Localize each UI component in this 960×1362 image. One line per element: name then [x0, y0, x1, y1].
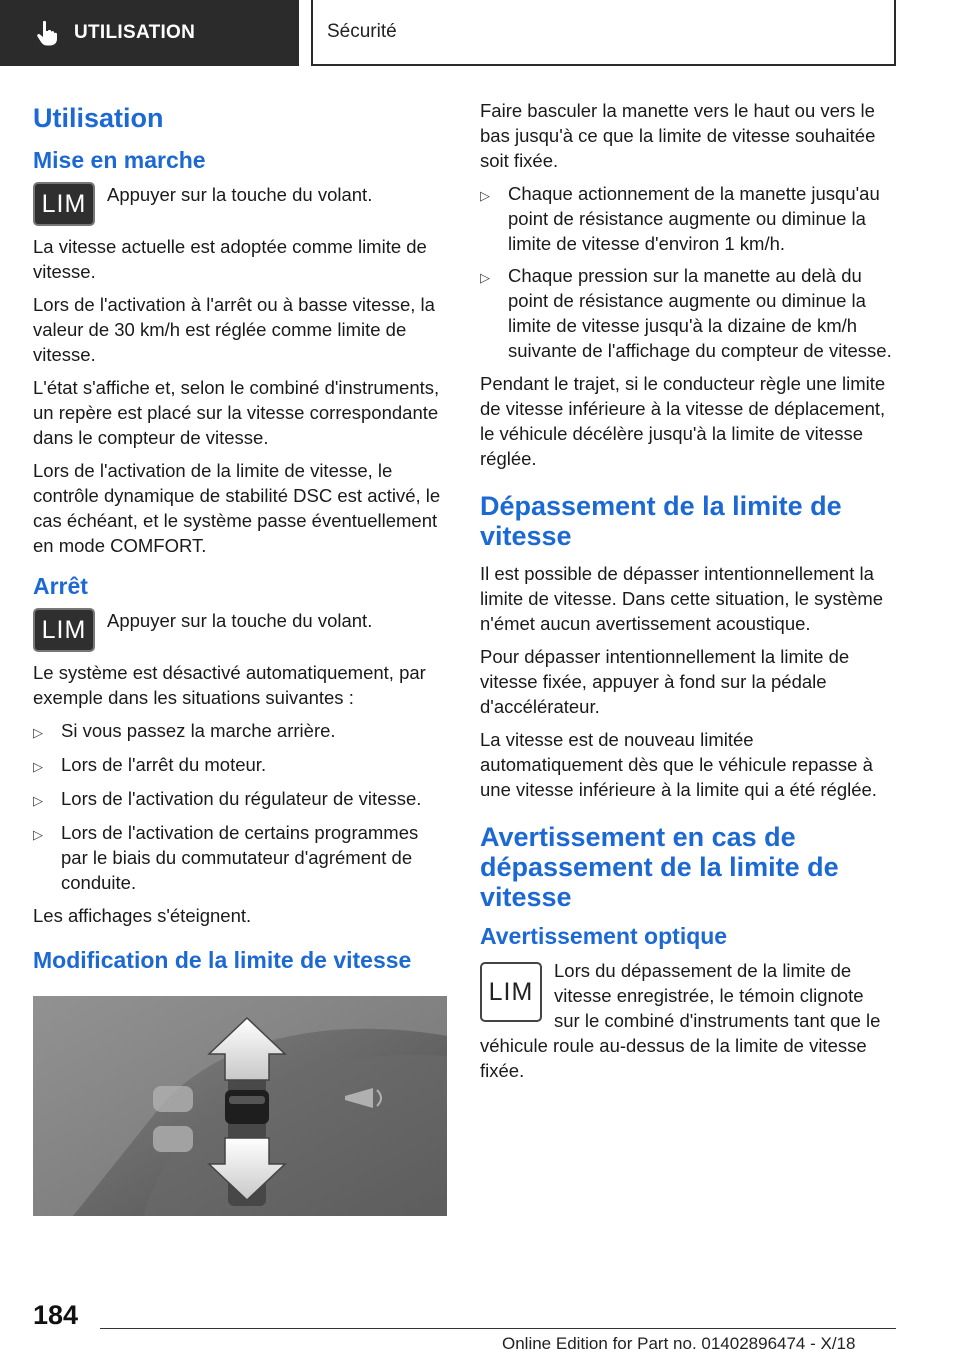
list-item: ▷ Chaque pression sur la manette au delà du point de résistance augmente ou diminue la limite de vitesse jusqu'à la dizaine de km/h suivante de l'affichage du compteur de vitesse.: [480, 265, 892, 361]
paragraph: Il est possible de dépasser intentionnellement la limite de vitesse. Dans cette situation, le système n'émet aucun avertissement acoustique.: [480, 563, 884, 634]
list-item: ▷ Si vous passez la marche arrière.: [33, 718, 447, 745]
list-item: ▷ Chaque actionnement de la manette jusqu'au point de résistance augmente ou diminue la limite de vitesse d'environ 1 km/h.: [480, 183, 880, 254]
paragraph: Lors de l'activation à l'arrêt ou à basse vitesse, la valeur de 30 km/h est réglée comme limite de vitesse.: [33, 294, 435, 365]
triangle-bullet-icon: ▷: [33, 725, 43, 740]
edition-note: Online Edition for Part no. 01402896474 - X/18: [502, 1334, 856, 1353]
heading-optical: Avertissement optique: [480, 923, 728, 949]
steering-wheel-lever-illustration: [33, 996, 447, 1216]
heading-warning: Avertissement en cas de dépassement de la limite de vitesse: [480, 822, 839, 912]
lim-button-icon: LIM: [33, 608, 95, 652]
page-number: 184: [33, 1300, 79, 1330]
paragraph: Les affichages s'éteignent.: [33, 905, 252, 926]
optical-warning-block: [480, 958, 894, 1091]
heading-start: Mise en marche: [33, 147, 206, 173]
paragraph: Faire basculer la manette vers le haut ou vers le bas jusqu'à ce que la limite de vitesse souhaitée soit fixée.: [480, 100, 876, 171]
list-item: ▷ Lors de l'arrêt du moteur.: [33, 752, 447, 779]
press-button-text: Appuyer sur la touche du volant.: [107, 610, 373, 631]
right-column: [480, 98, 894, 1091]
subsection-tab: [311, 0, 896, 66]
triangle-bullet-icon: ▷: [33, 793, 43, 808]
paragraph: L'état s'affiche et, selon le combiné d'instruments, un repère est placé sur la vitesse correspondante dans le compteur de vitesse.: [33, 377, 440, 448]
lim-button-row-off: [33, 608, 447, 652]
footer-divider: [100, 1328, 896, 1329]
paragraph: Le système est désactivé automatiquement, par exemple dans les situations suivantes :: [33, 662, 426, 708]
list-item: ▷ Lors de l'activation du régulateur de vitesse.: [33, 786, 447, 813]
press-button-text: Appuyer sur la touche du volant.: [107, 184, 373, 205]
heading-stop: Arrêt: [33, 573, 88, 599]
left-column: [33, 98, 447, 1221]
paragraph: Pendant le trajet, si le conducteur règle une limite de vitesse inférieure à la vitesse de déplacement, le véhicule décélère jusqu'à la limite de vitesse réglée.: [480, 373, 886, 469]
heading-modify: Modification de la limite de vitesse: [33, 947, 412, 973]
hand-pointer-icon: [36, 20, 58, 46]
triangle-bullet-icon: ▷: [480, 270, 490, 285]
page-header: [0, 0, 960, 66]
paragraph: Pour dépasser intentionnellement la limite de vitesse fixée, appuyer à fond sur la pédale d'accélérateur.: [480, 646, 850, 717]
section-tab: [0, 0, 299, 66]
paragraph: La vitesse est de nouveau limitée automatiquement dès que le véhicule repasse à une vitesse inférieure à la limite qui a été réglée.: [480, 729, 877, 800]
lim-button-icon: LIM: [33, 182, 95, 226]
adjustment-list: [480, 181, 894, 363]
paragraph: La vitesse actuelle est adoptée comme limite de vitesse.: [33, 236, 427, 282]
lim-indicator-icon: LIM: [480, 962, 542, 1022]
section-title: UTILISATION: [74, 22, 196, 43]
deactivation-list: [33, 718, 447, 895]
triangle-bullet-icon: ▷: [33, 827, 43, 842]
lim-button-row-on: [33, 182, 447, 226]
paragraph: Lors de l'activation de la limite de vitesse, le contrôle dynamique de stabilité DSC est activé, le cas échéant, et le système passe éventuellement en mode COMFORT.: [33, 460, 441, 556]
triangle-bullet-icon: ▷: [33, 759, 43, 774]
page-title: Utilisation: [33, 103, 164, 133]
paragraph: Lors du dépassement de la limite de vitesse enregistrée, le témoin clignote sur le combiné d'instruments tant que le véhicule roule au-dessus de la limite de vitesse fixée.: [480, 960, 881, 1081]
triangle-bullet-icon: ▷: [480, 188, 490, 203]
subsection-title: Sécurité: [327, 21, 397, 42]
heading-exceed: Dépassement de la limite de vitesse: [480, 491, 842, 551]
list-item: ▷ Lors de l'activation de certains programmes par le biais du commutateur d'agrément de conduite.: [33, 822, 419, 893]
